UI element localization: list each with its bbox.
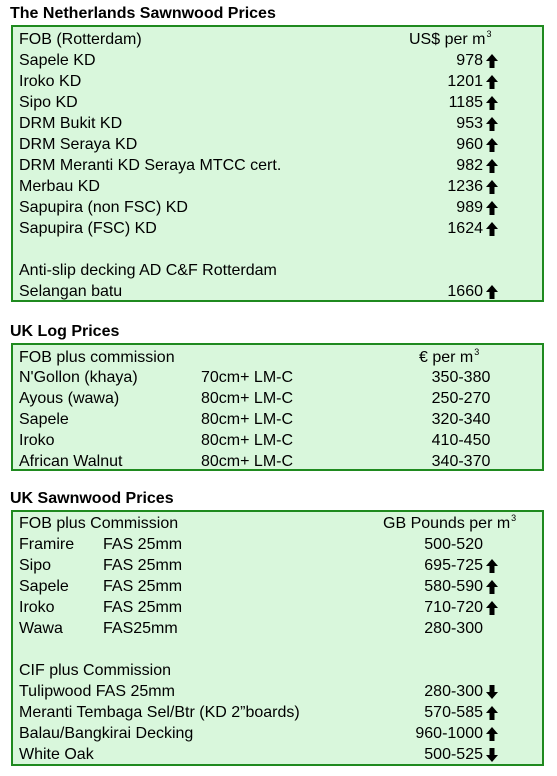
uk-sawn-spec: FAS 25mm <box>103 536 183 553</box>
netherlands-value: 989 <box>456 199 483 216</box>
arrow-up-icon <box>485 137 499 153</box>
uk-sawn-name: Sipo <box>19 557 52 574</box>
netherlands-row <box>19 155 536 176</box>
uk-sawn-cif-row <box>19 702 536 723</box>
uk-sawn-unit-sup: 3 <box>511 513 517 523</box>
arrow-up-icon <box>485 95 499 111</box>
uk-sawn-cif-value: 570-585 <box>424 704 483 721</box>
netherlands-price-panel <box>11 25 544 302</box>
uk-sawn-value: 580-590 <box>424 578 483 595</box>
netherlands-value: 982 <box>456 157 483 174</box>
arrow-down-icon <box>485 747 499 763</box>
netherlands-name: Sapupira (non FSC) KD <box>19 199 188 216</box>
uk-sawn-value: 710-720 <box>424 599 483 616</box>
arrow-up-icon <box>485 116 499 132</box>
uk-sawn-row <box>19 576 536 597</box>
uk-log-value: 250-270 <box>431 390 491 407</box>
uk-sawn-name: Sapele <box>19 578 69 595</box>
netherlands-row <box>19 71 536 92</box>
netherlands-name: DRM Seraya KD <box>19 136 138 153</box>
uk-sawn-cif-value: 280-300 <box>424 683 483 700</box>
uk-sawn-header-unit <box>383 513 516 536</box>
uk-sawn-cif-row <box>19 723 536 744</box>
uk-sawn-spec: FAS 25mm <box>103 557 183 574</box>
uk-log-spec: 80cm+ LM-C <box>201 453 294 470</box>
netherlands-name: Iroko KD <box>19 73 82 90</box>
netherlands-subheader-text: Anti-slip decking AD C&F Rotterdam <box>19 262 277 279</box>
uk-log-value: 340-370 <box>431 453 491 470</box>
arrow-up-icon <box>485 179 499 195</box>
arrow-up-icon <box>485 558 499 574</box>
uk-log-spec: 80cm+ LM-C <box>201 411 294 428</box>
uk-sawn-header-label: FOB plus Commission <box>19 515 179 532</box>
uk-sawn-subheader <box>19 660 536 681</box>
arrow-up-icon <box>485 74 499 90</box>
arrow-up-icon <box>485 284 499 300</box>
uk-log-spec: 80cm+ LM-C <box>201 390 294 407</box>
uk-sawn-spec: FAS 25mm <box>103 578 183 595</box>
arrow-up-icon <box>485 53 499 69</box>
netherlands-value: 1624 <box>447 220 483 237</box>
uk-sawn-price-panel <box>11 510 544 766</box>
netherlands-row <box>19 50 536 71</box>
uk-log-spec: 80cm+ LM-C <box>201 432 294 449</box>
uk-log-row <box>19 388 536 409</box>
netherlands-name: Merbau KD <box>19 178 100 195</box>
uk-sawn-cif-value: 500-525 <box>424 746 483 763</box>
uk-log-spec: 70cm+ LM-C <box>201 369 294 386</box>
arrow-down-icon <box>485 684 499 700</box>
uk-sawn-value: 500-520 <box>424 536 483 553</box>
uk-sawn-cif-name: Tulipwood FAS 25mm <box>19 683 175 700</box>
uk-log-title: UK Log Prices <box>10 323 120 340</box>
uk-sawn-row <box>19 597 536 618</box>
uk-sawn-title: UK Sawnwood Prices <box>10 490 174 507</box>
arrow-up-icon <box>485 726 499 742</box>
uk-sawn-row <box>19 618 536 639</box>
netherlands-unit-text: US$ per m <box>409 31 486 48</box>
netherlands-row <box>19 113 536 134</box>
netherlands-header-unit <box>409 29 491 52</box>
uk-sawn-value: 280-300 <box>424 620 483 637</box>
uk-log-header-row <box>19 347 536 368</box>
netherlands-unit-sup: 3 <box>486 29 492 39</box>
uk-log-header-label: FOB plus commission <box>19 349 175 366</box>
netherlands-name: DRM Meranti KD Seraya MTCC cert. <box>19 157 282 174</box>
netherlands-row <box>19 218 536 239</box>
netherlands-row <box>19 176 536 197</box>
uk-log-row <box>19 367 536 388</box>
uk-sawn-row <box>19 555 536 576</box>
uk-sawn-cif-name: White Oak <box>19 746 94 763</box>
uk-sawn-cif-name: Balau/Bangkirai Decking <box>19 725 194 742</box>
uk-log-name: African Walnut <box>19 453 123 470</box>
netherlands-name: Sapupira (FSC) KD <box>19 220 157 237</box>
uk-log-row <box>19 430 536 451</box>
netherlands-value: 953 <box>456 115 483 132</box>
uk-sawn-header-row <box>19 513 536 534</box>
uk-sawn-name: Wawa <box>19 620 63 637</box>
uk-log-value: 320-340 <box>431 411 491 428</box>
uk-sawn-spec: FAS25mm <box>103 620 178 637</box>
uk-sawn-value: 695-725 <box>424 557 483 574</box>
uk-sawn-cif-value: 960-1000 <box>415 725 483 742</box>
uk-sawn-cif-name: Meranti Tembaga Sel/Btr (KD 2”boards) <box>19 704 300 721</box>
uk-sawn-row <box>19 534 536 555</box>
netherlands-extra-name: Selangan batu <box>19 283 123 300</box>
netherlands-title: The Netherlands Sawnwood Prices <box>10 5 276 22</box>
uk-sawn-name: Framire <box>19 536 75 553</box>
netherlands-extra-row <box>19 281 536 302</box>
uk-log-value: 410-450 <box>431 432 491 449</box>
netherlands-subheader <box>19 260 536 281</box>
netherlands-header-label: FOB (Rotterdam) <box>19 31 142 48</box>
netherlands-value: 960 <box>456 136 483 153</box>
uk-log-name: Sapele <box>19 411 69 428</box>
arrow-up-icon <box>485 221 499 237</box>
arrow-up-icon <box>485 200 499 216</box>
netherlands-value: 978 <box>456 52 483 69</box>
uk-sawn-cif-row <box>19 744 536 765</box>
uk-sawn-subheader-text: CIF plus Commission <box>19 662 172 679</box>
netherlands-value: 1201 <box>447 73 483 90</box>
arrow-up-icon <box>485 579 499 595</box>
netherlands-value: 1185 <box>448 94 483 111</box>
netherlands-row <box>19 197 536 218</box>
uk-log-unit-text: € per m <box>419 349 474 366</box>
uk-log-unit-sup: 3 <box>474 347 480 357</box>
arrow-up-icon <box>485 705 499 721</box>
uk-log-name: Iroko <box>19 432 55 449</box>
uk-sawn-cif-row <box>19 681 536 702</box>
netherlands-header-row <box>19 29 536 50</box>
netherlands-name: DRM Bukit KD <box>19 115 123 132</box>
arrow-up-icon <box>485 158 499 174</box>
uk-sawn-spec: FAS 25mm <box>103 599 183 616</box>
netherlands-name: Sipo KD <box>19 94 78 111</box>
uk-log-row <box>19 409 536 430</box>
arrow-up-icon <box>485 600 499 616</box>
netherlands-name: Sapele KD <box>19 52 96 69</box>
netherlands-extra-value: 1660 <box>447 283 483 300</box>
uk-log-row <box>19 451 536 472</box>
uk-log-name: Ayous (wawa) <box>19 390 120 407</box>
uk-log-name: N'Gollon (khaya) <box>19 369 138 386</box>
netherlands-row <box>19 134 536 155</box>
uk-sawn-name: Iroko <box>19 599 55 616</box>
uk-log-price-panel <box>11 343 544 471</box>
uk-log-value: 350-380 <box>431 369 491 386</box>
uk-sawn-unit-text: GB Pounds per m <box>383 515 511 532</box>
netherlands-value: 1236 <box>447 178 483 195</box>
netherlands-row <box>19 92 536 113</box>
